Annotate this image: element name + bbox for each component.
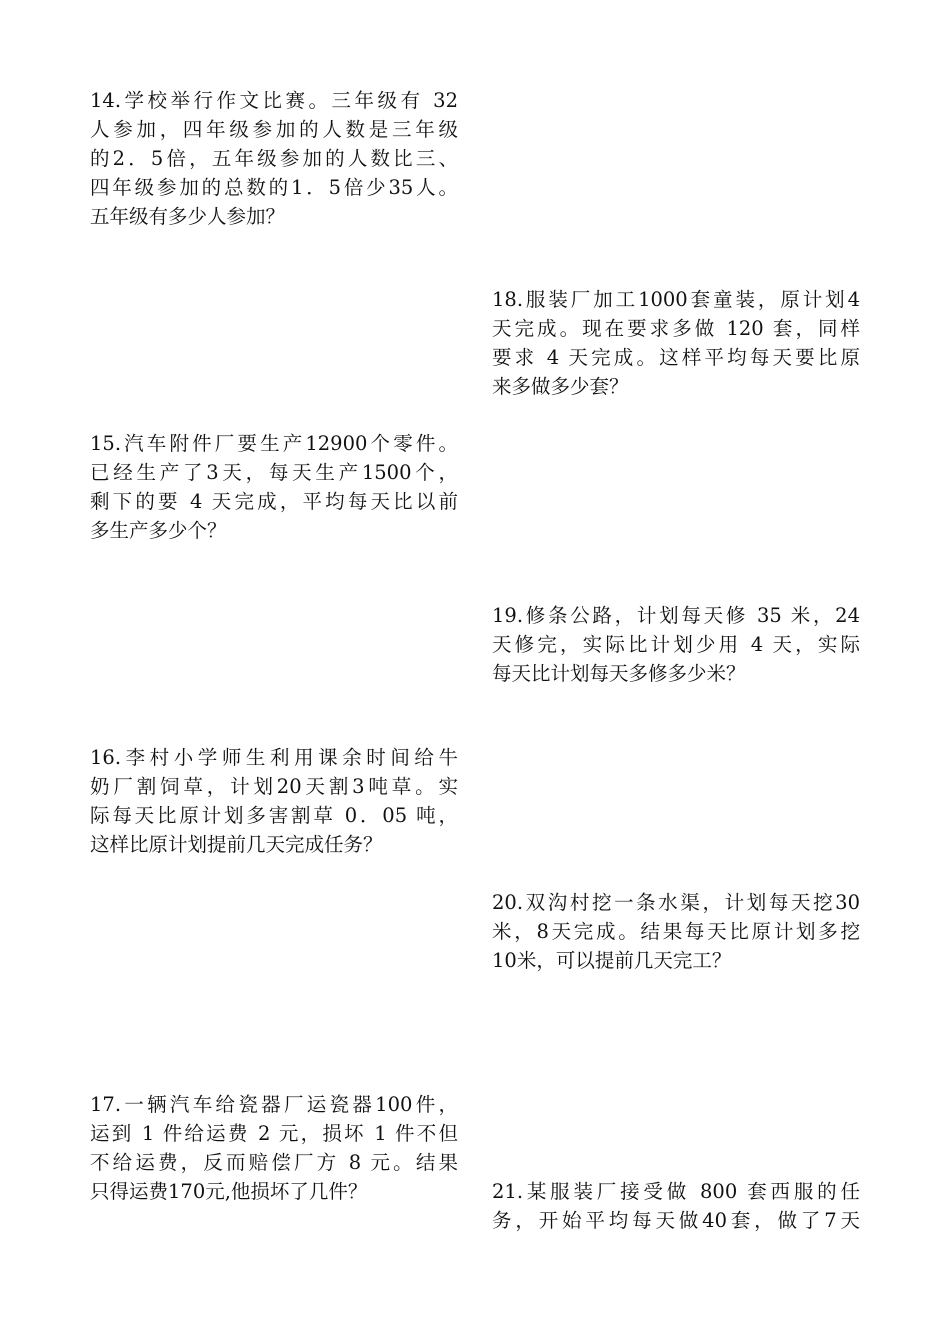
problem-line: 四年级参加的总数的1．5倍少35人。 — [90, 176, 458, 199]
problem-21 — [492, 1177, 860, 1235]
problem-line: 五年级有多少人参加？ — [90, 205, 286, 228]
problem-16 — [90, 743, 458, 859]
problem-line: 要求 4 天完成。这样平均每天要比原 — [492, 346, 860, 369]
problem-line: 18.服装厂加工1000套童装，原计划4 — [492, 288, 860, 311]
problem-line: 剩下的要 4 天完成，平均每天比以前 — [90, 490, 458, 513]
problem-line: 天修完，实际比计划少用 4 天，实际 — [492, 633, 860, 656]
problem-line: 天完成。现在要求多做 120 套，同样 — [492, 317, 860, 340]
problem-line: 16.李村小学师生利用课余时间给牛 — [90, 746, 458, 769]
problem-line: 多生产多少个？ — [90, 519, 227, 542]
problem-line: 这样比原计划提前几天完成任务？ — [90, 833, 383, 856]
problem-20 — [492, 888, 860, 975]
problem-line: 19.修条公路，计划每天修 35 米，24 — [492, 604, 860, 627]
problem-line: 不给运费，反而赔偿厂方 8 元。结果 — [90, 1151, 458, 1174]
problem-19 — [492, 601, 860, 688]
problem-15 — [90, 429, 458, 545]
problem-line: 奶厂割饲草，计划20天割3吨草。实 — [90, 775, 458, 798]
problem-17 — [90, 1090, 458, 1206]
problem-line: 21.某服装厂接受做 800 套西服的任 — [492, 1180, 860, 1203]
problem-line: 每天比计划每天多修多少米？ — [492, 662, 746, 685]
problem-line: 10米，可以提前几天完工？ — [492, 949, 732, 972]
problem-line: 来多做多少套？ — [492, 375, 629, 398]
problem-line: 只得运费170元,他损坏了几件？ — [90, 1180, 368, 1203]
problem-line: 15.汽车附件厂要生产12900个零件。 — [90, 432, 458, 455]
problem-line: 已经生产了3天，每天生产1500个， — [90, 461, 458, 484]
problem-line: 际每天比原计划多害割草 0．05 吨， — [90, 804, 458, 827]
problem-line: 人参加，四年级参加的人数是三年级 — [90, 118, 458, 141]
problem-line: 务，开始平均每天做40套，做了7天 — [492, 1209, 860, 1232]
problem-line: 的2．5倍，五年级参加的人数比三、 — [90, 147, 458, 170]
problem-14 — [90, 86, 458, 231]
problem-18 — [492, 285, 860, 401]
problem-line: 17.一辆汽车给瓷器厂运瓷器100件， — [90, 1093, 458, 1116]
problem-line: 14.学校举行作文比赛。三年级有 32 — [90, 89, 458, 112]
problem-line: 米，8天完成。结果每天比原计划多挖 — [492, 920, 860, 943]
problem-line: 运到 1 件给运费 2 元，损坏 1 件不但 — [90, 1122, 458, 1145]
problem-line: 20.双沟村挖一条水渠，计划每天挖30 — [492, 891, 860, 914]
